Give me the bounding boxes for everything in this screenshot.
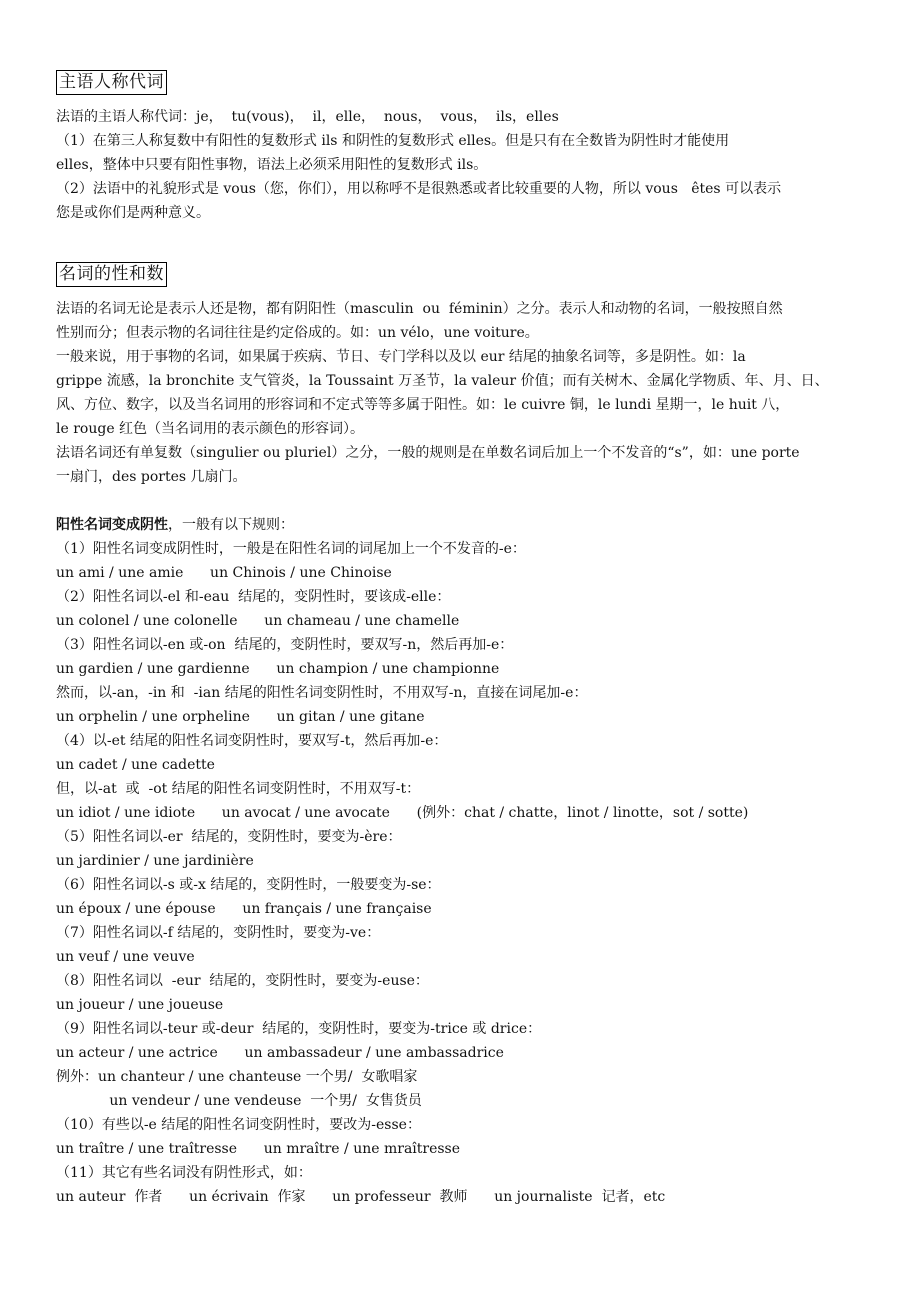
paragraph-line: elles，整体中只要有阳性事物，语法上必须采用阳性的复数形式 ils。 [56,157,488,173]
paragraph-line: 性别而分；但表示物的名词往往是约定俗成的。如：un vélo，une voiture。 [56,325,539,341]
example-line: un auteur 作者 un écrivain 作家 un professeur 教师 un journaliste 记者，etc [56,1189,666,1205]
paragraph-line: 一般来说，用于事物的名词，如果属于疾病、节日、专门学科以及以 eur 结尾的抽象名词等，多是阴性。如：la [56,349,746,365]
rule-line: （6）阳性名词以-s 或-x 结尾的，变阴性时，一般要变为-se： [56,877,441,893]
section-heading-subject-pronouns: 主语人称代词 [56,70,167,95]
paragraph-line: （1）在第三人称复数中有阳性的复数形式 ils 和阴性的复数形式 elles。但是只有在全数皆为阴性时才能使用 [56,133,730,149]
example-line: un joueur / une joueuse [56,997,224,1013]
example-line: un acteur / une actrice un ambassadeur / une ambassadrice [56,1045,504,1061]
section-heading-noun-gender-number: 名词的性和数 [56,262,167,287]
rule-line: 然而，以-an，-in 和 -ian 结尾的阳性名词变阴性时，不用双写-n，直接在词尾加-e： [56,685,588,701]
rule-line: （10）有些以-e 结尾的阳性名词变阴性时，要改为-esse： [56,1117,421,1133]
exception-line: un vendeur / une vendeuse 一个男/ 女售货员 [56,1093,422,1109]
paragraph-line: 您是或你们是两种意义。 [56,205,210,221]
rules-intro-rest: ，一般有以下规则： [168,517,294,533]
exception-line: 例外：un chanteur / une chanteuse 一个男/ 女歌唱家 [56,1069,418,1085]
example-line: un ami / une amie un Chinois / une Chinoise [56,565,392,581]
rules-intro-bold: 阳性名词变成阴性 [56,517,168,533]
rule-line: 但，以-at 或 -ot 结尾的阳性名词变阴性时，不用双写-t： [56,781,421,797]
rule-line: （2）阳性名词以-el 和-eau 结尾的，变阴性时，要该成-elle： [56,589,451,605]
rule-line: （3）阳性名词以-en 或-on 结尾的，变阴性时，要双写-n，然后再加-e： [56,637,514,653]
paragraph-line: 法语的主语人称代词：je， tu(vous)， il，elle， nous， vous， ils，elles [56,109,559,125]
paragraph-line: grippe 流感，la bronchite 支气管炎，la Toussaint 万圣节，la valeur 价值；而有关树木、金属化学物质、年、月、日、 [56,373,829,389]
paragraph-line: 风、方位、数字，以及当名词用的形容词和不定式等等多属于阳性。如：le cuivre 铜，le lundi 星期一，le huit 八， [56,397,790,413]
rule-line: （1）阳性名词变成阴性时，一般是在阳性名词的词尾加上一个不发音的-e： [56,541,526,557]
paragraph-line: （2）法语中的礼貌形式是 vous（您，你们），用以称呼不是很熟悉或者比较重要的人物，所以 vous êtes 可以表示 [56,181,782,197]
example-line: un orphelin / une orpheline un gitan / une gitane [56,709,425,725]
paragraph-line: 法语名词还有单复数（singulier ou pluriel）之分，一般的规则是在单数名词后加上一个不发音的“s”，如：une porte [56,445,800,461]
rule-line: （4）以-et 结尾的阳性名词变阴性时，要双写-t，然后再加-e： [56,733,448,749]
rules-intro [56,516,294,534]
rule-line: （9）阳性名词以-teur 或-deur 结尾的，变阴性时，要变为-trice 或 drice： [56,1021,542,1037]
paragraph-line: le rouge 红色（当名词用的表示颜色的形容词）。 [56,421,365,437]
rule-line: （7）阳性名词以-f 结尾的，变阴性时，要变为-ve： [56,925,381,941]
paragraph-line: 一扇门，des portes 几扇门。 [56,469,247,485]
paragraph-line: 法语的名词无论是表示人还是物，都有阴阳性（masculin ou féminin）之分。表示人和动物的名词，一般按照自然 [56,301,783,317]
example-line: un idiot / une idiote un avocat / une avocate (例外：chat / chatte，linot / linotte，sot / sotte) [56,805,749,821]
rule-line: （11）其它有些名词没有阴性形式，如： [56,1165,312,1181]
rule-line: （8）阳性名词以 -eur 结尾的，变阴性时，要变为-euse： [56,973,429,989]
example-line: un traître / une traîtresse un mraître / une mraîtresse [56,1141,461,1157]
example-line: un époux / une épouse un français / une française [56,901,432,917]
example-line: un cadet / une cadette [56,757,215,773]
rule-line: （5）阳性名词以-er 结尾的，变阴性时，要变为-ère： [56,829,402,845]
example-line: un gardien / une gardienne un champion / une championne [56,661,500,677]
example-line: un veuf / une veuve [56,949,195,965]
example-line: un jardinier / une jardinière [56,853,254,869]
example-line: un colonel / une colonelle un chameau / une chamelle [56,613,460,629]
